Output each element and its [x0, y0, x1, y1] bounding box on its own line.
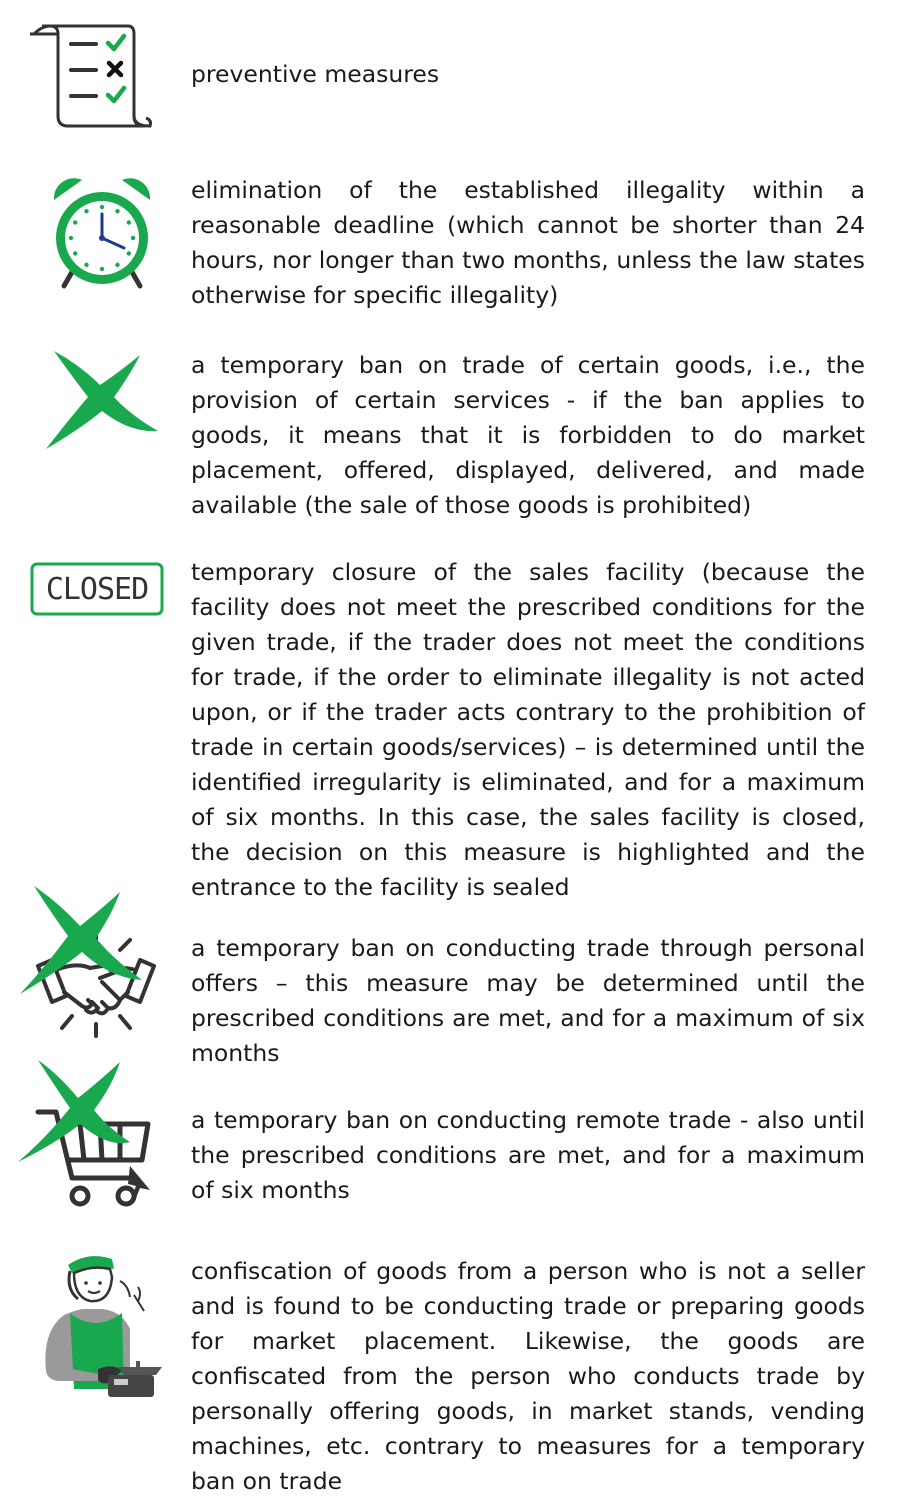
measure-text: a temporary ban on conducting trade through personal offers – this measure may be determined until the prescribed conditions are met, and for a maximum of six months [191, 934, 865, 1067]
measure-item-deadline [0, 170, 900, 320]
seller-with-scale-icon [38, 1251, 166, 1411]
green-x-icon [44, 349, 160, 453]
measure-item-preventive [0, 0, 900, 140]
measure-item-closure [0, 552, 900, 912]
closed-stamp-icon [30, 562, 164, 616]
crossed-handshake-icon [16, 884, 160, 1044]
measure-text: confiscation of goods from a person who is not a seller and is found to be conducting trade or preparing goods for market placement. Likewise, the goods are confiscated from the person who conducts trade by personally offering goods, in market stands, vending machines, etc. contrary to measures for a temporary ban on trade [191, 1257, 865, 1495]
measure-text: temporary closure of the sales facility (because the facility does not meet the prescribed conditions for the given trade, if the trader does not meet the conditions for trade, if the order to eliminate illegality is not acted upon, or if the trader acts contrary to the prohibition of trade in certain goods/services) – is determined until the identified irregularity is eliminated, and for a maximum of six months. In this case, the sales facility is closed, the decision on this measure is highlighted and the entrance to the facility is sealed [191, 558, 865, 901]
measure-text: elimination of the established illegality within a reasonable deadline (which cannot be shorter than 24 hours, nor longer than two months, unless the law states otherwise for specific illegality) [191, 176, 865, 309]
measure-text: a temporary ban on conducting remote trade - also until the prescribed conditions are met, and for a maximum of six months [191, 1106, 865, 1204]
checklist-scroll-icon [28, 22, 153, 130]
measure-item-confiscation [0, 1251, 900, 1501]
measure-item-remote-trade [0, 1100, 900, 1230]
alarm-clock-icon [50, 176, 154, 292]
measure-text: preventive measures [191, 60, 440, 88]
closed-stamp-label: CLOSED [45, 572, 149, 607]
measure-item-personal-offers [0, 928, 900, 1078]
measure-text: a temporary ban on trade of certain goods, i.e., the provision of certain services - if the ban applies to goods, it means that it is forbidden to do market placement, offered, displayed, delivered, and made available (the sale of those goods is prohibited) [191, 351, 865, 519]
measure-item-trade-ban [0, 345, 900, 525]
crossed-shopping-cart-icon [16, 1058, 160, 1208]
